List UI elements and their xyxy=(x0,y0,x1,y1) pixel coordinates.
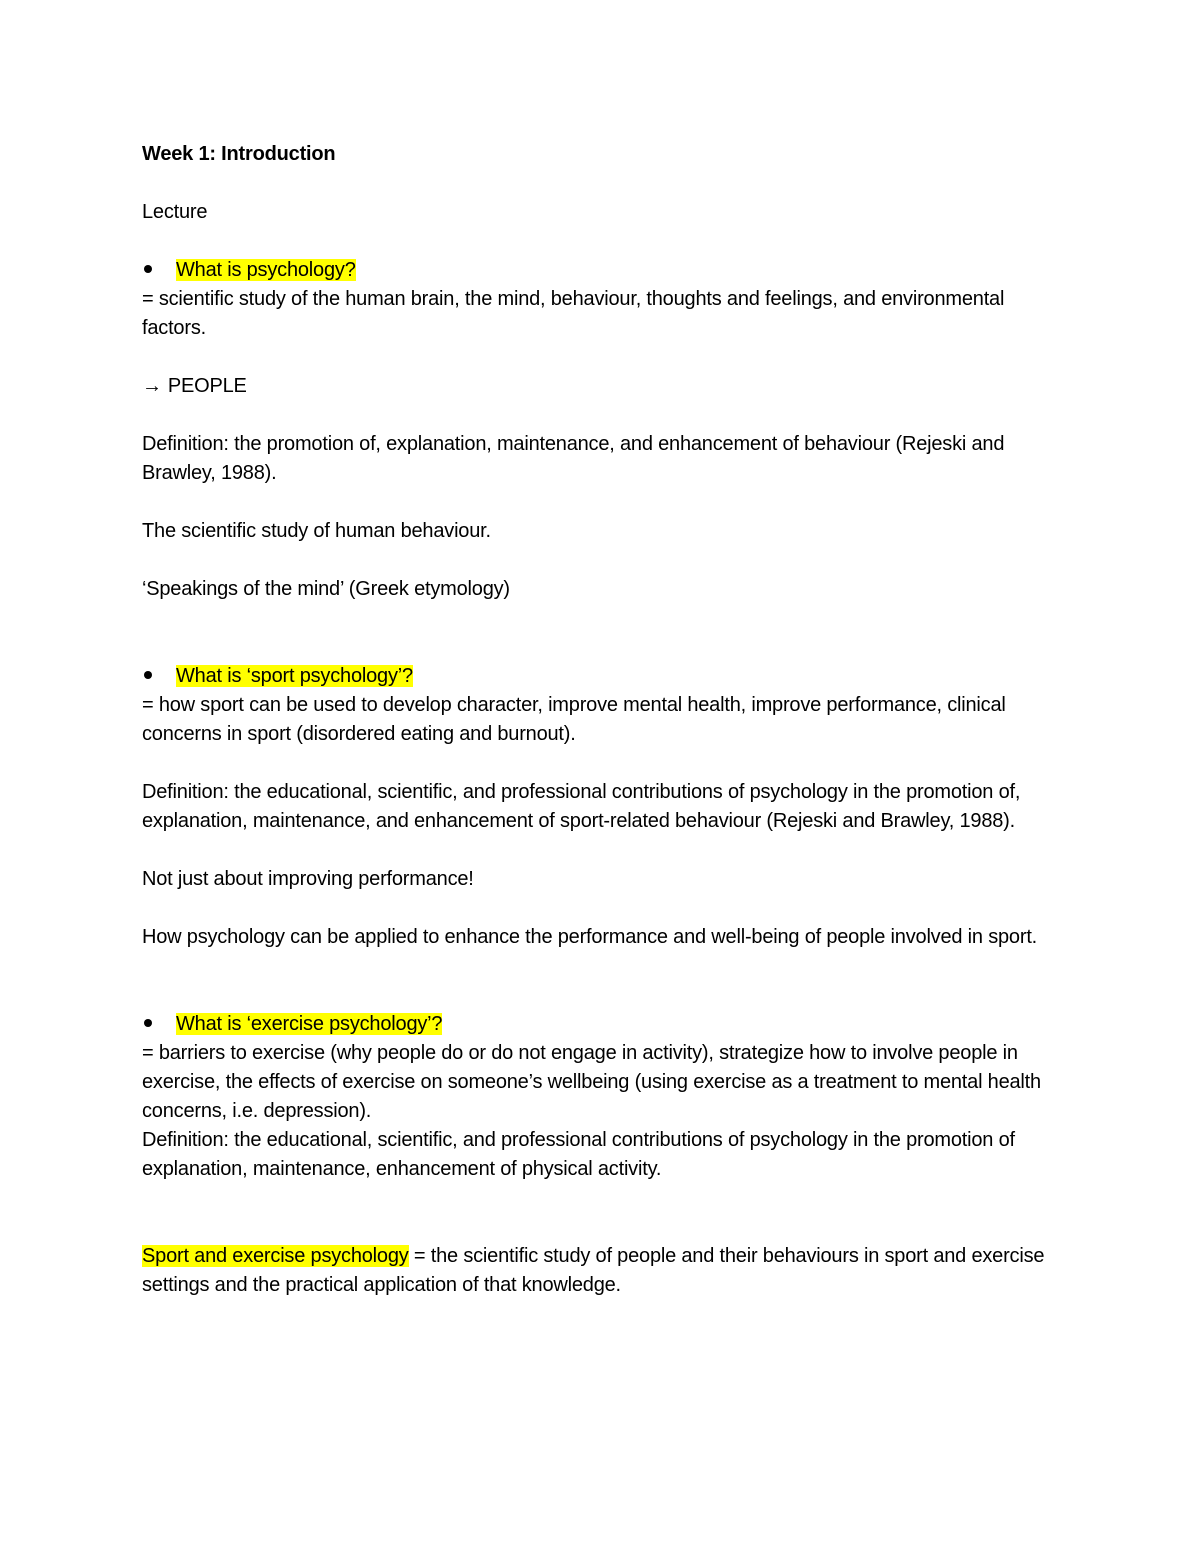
bullet-icon xyxy=(144,265,152,273)
arrow-label: PEOPLE xyxy=(167,375,247,397)
bullet-exercise xyxy=(142,1010,1072,1039)
answer-sport: = how sport can be used to develop character, improve mental health, improve performance, clinical concerns in sport (disordered eating and burnout). xyxy=(142,694,1006,745)
question-sport: What is ‘sport psychology’? xyxy=(176,665,413,687)
definition-sport: Definition: the educational, scientific, and professional contributions of psychology in the promotion of, explanation, maintenance, and enhancement of sport-related behaviour (Rejeski and Brawley, 1988). xyxy=(142,781,1021,832)
bullet-sport xyxy=(142,662,1072,691)
definition-psychology: Definition: the promotion of, explanation, maintenance, and enhancement of behaviour (Rejeski and Brawley, 1988). xyxy=(142,433,1005,484)
note-sport-1: Not just about improving performance! xyxy=(142,868,474,890)
question-psychology: What is psychology? xyxy=(176,259,356,281)
note-psychology-1: The scientific study of human behaviour. xyxy=(142,520,491,542)
note-sport-2: How psychology can be applied to enhance the performance and well-being of people involved in sport. xyxy=(142,926,1038,948)
summary-paragraph xyxy=(142,1242,1072,1300)
bullet-icon xyxy=(144,671,152,679)
lecture-heading: Lecture xyxy=(142,201,208,223)
document-page xyxy=(142,140,1072,1300)
bullet-psychology xyxy=(142,256,1072,285)
arrow-line xyxy=(142,372,1072,401)
question-exercise: What is ‘exercise psychology’? xyxy=(176,1013,443,1035)
arrow-right-icon: → xyxy=(142,375,162,397)
summary-text: = the scientific study of people and their behaviours in sport and exercise settings and the practical application of that knowledge. xyxy=(142,1245,1045,1296)
note-psychology-2: ‘Speakings of the mind’ (Greek etymology) xyxy=(142,578,510,600)
bullet-icon xyxy=(144,1019,152,1027)
summary-term: Sport and exercise psychology xyxy=(142,1245,409,1267)
page-title: Week 1: Introduction xyxy=(142,143,336,165)
definition-exercise: Definition: the educational, scientific, and professional contributions of psychology in the promotion of explanation, maintenance, enhancement of physical activity. xyxy=(142,1129,1015,1180)
answer-exercise: = barriers to exercise (why people do or do not engage in activity), strategize how to involve people in exercise, the effects of exercise on someone’s wellbeing (using exercise as a treatment to mental health concerns, i.e. depression). xyxy=(142,1042,1041,1122)
answer-psychology: = scientific study of the human brain, the mind, behaviour, thoughts and feelings, and environmental factors. xyxy=(142,288,1005,339)
